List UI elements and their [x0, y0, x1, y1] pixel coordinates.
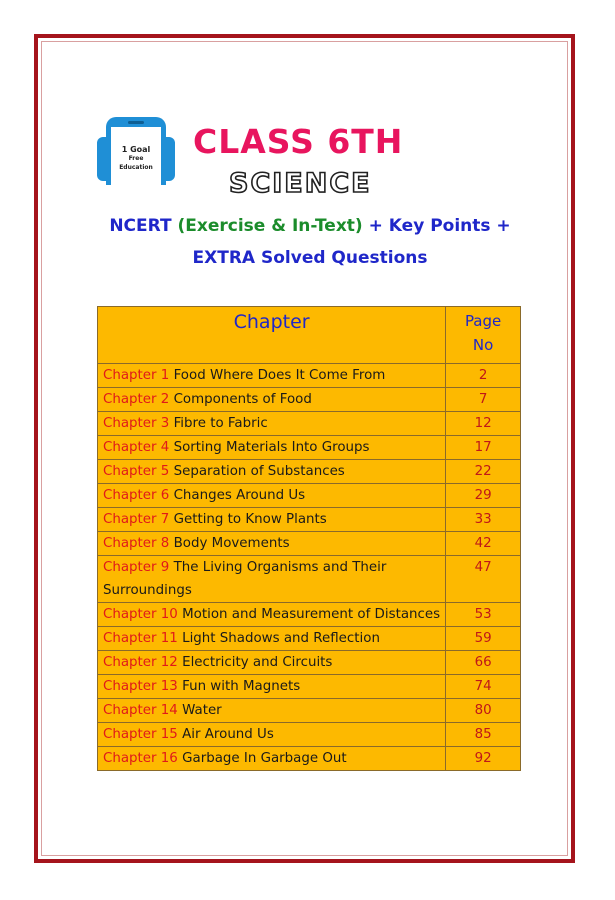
- table-row: [98, 651, 521, 675]
- logo-line-2: Free: [128, 155, 144, 162]
- chapter-cell: [98, 364, 446, 388]
- page-number: 17: [446, 436, 521, 460]
- chapter-number: Chapter 14: [103, 703, 178, 718]
- chapter-cell: [98, 699, 446, 723]
- chapter-number: Chapter 16: [103, 751, 178, 766]
- page-number: 33: [446, 508, 521, 532]
- chapter-name: Food Where Does It Come From: [173, 368, 386, 383]
- page-number: 92: [446, 747, 521, 771]
- chapter-name: Separation of Substances: [173, 464, 345, 479]
- page-number: 22: [446, 460, 521, 484]
- page-number: 59: [446, 627, 521, 651]
- chapter-name: Components of Food: [173, 392, 312, 407]
- chapter-cell: [98, 412, 446, 436]
- chapter-cell: [98, 747, 446, 771]
- chapter-number: Chapter 1: [103, 368, 170, 383]
- chapter-name: Fun with Magnets: [182, 679, 301, 694]
- chapter-name: Changes Around Us: [173, 488, 306, 503]
- subtitle-line-2: EXTRA Solved Questions: [192, 248, 428, 268]
- table-header-row: [98, 307, 521, 364]
- page-number: 53: [446, 603, 521, 627]
- logo: [95, 117, 177, 185]
- chapter-number: Chapter 12: [103, 655, 178, 670]
- class-title: CLASS 6TH: [193, 122, 404, 161]
- table-row: [98, 460, 521, 484]
- page-number: 85: [446, 723, 521, 747]
- chapter-cell: [98, 460, 446, 484]
- table-row: [98, 747, 521, 771]
- table-row: [98, 675, 521, 699]
- chapter-name: Water: [182, 703, 222, 718]
- table-body: [98, 364, 521, 771]
- table-row: [98, 627, 521, 651]
- contents-table: [97, 306, 521, 771]
- chapter-cell: [98, 627, 446, 651]
- logo-line-3: Education: [119, 164, 153, 171]
- table-row: [98, 532, 521, 556]
- header-page-line-1: Page: [464, 312, 502, 330]
- chapter-name: Sorting Materials Into Groups: [173, 440, 370, 455]
- table-row: [98, 484, 521, 508]
- chapter-number: Chapter 6: [103, 488, 170, 503]
- chapter-cell: [98, 436, 446, 460]
- table-row: [98, 508, 521, 532]
- chapter-cell: [98, 723, 446, 747]
- table-row: [98, 556, 521, 603]
- page-number: 47: [446, 556, 521, 603]
- table-row: [98, 388, 521, 412]
- page-number: 80: [446, 699, 521, 723]
- table-row: [98, 364, 521, 388]
- subject-title: SCIENCE: [229, 168, 372, 199]
- page-number: 29: [446, 484, 521, 508]
- chapter-cell: [98, 603, 446, 627]
- logo-text: [111, 145, 161, 172]
- chapter-number: Chapter 9: [103, 560, 170, 575]
- chapter-name: Electricity and Circuits: [182, 655, 333, 670]
- subtitle-line-1: [100, 216, 520, 236]
- header-page-no: [446, 307, 521, 364]
- subtitle-keypoints: + Key Points +: [362, 216, 511, 236]
- chapter-name: Garbage In Garbage Out: [182, 751, 347, 766]
- header-page-line-2: No: [472, 336, 494, 354]
- chapter-cell: [98, 651, 446, 675]
- chapter-number: Chapter 8: [103, 536, 170, 551]
- logo-hand-right: [165, 137, 175, 181]
- phone-icon: [106, 117, 166, 185]
- page-number: 74: [446, 675, 521, 699]
- chapter-name: Air Around Us: [182, 727, 274, 742]
- phone-screen: [111, 127, 161, 185]
- table-row: [98, 723, 521, 747]
- logo-line-1: 1 Goal: [121, 145, 151, 154]
- chapter-cell: [98, 508, 446, 532]
- chapter-name: Body Movements: [173, 536, 290, 551]
- subtitle-exercise: (Exercise & In-Text): [177, 216, 363, 236]
- page-number: 42: [446, 532, 521, 556]
- chapter-name: Fibre to Fabric: [173, 416, 268, 431]
- header-chapter: Chapter: [98, 307, 446, 364]
- chapter-name: The Living Organisms and Their Surroundings: [103, 560, 387, 598]
- chapter-name: Getting to Know Plants: [173, 512, 327, 527]
- chapter-cell: [98, 532, 446, 556]
- chapter-name: Motion and Measurement of Distances: [182, 607, 441, 622]
- chapter-number: Chapter 13: [103, 679, 178, 694]
- page-number: 12: [446, 412, 521, 436]
- chapter-number: Chapter 11: [103, 631, 178, 646]
- chapter-number: Chapter 5: [103, 464, 170, 479]
- table-row: [98, 412, 521, 436]
- chapter-cell: [98, 675, 446, 699]
- table-row: [98, 603, 521, 627]
- chapter-cell: [98, 388, 446, 412]
- chapter-number: Chapter 15: [103, 727, 178, 742]
- phone-speaker: [128, 121, 144, 124]
- table-row: [98, 436, 521, 460]
- chapter-number: Chapter 7: [103, 512, 170, 527]
- chapter-name: Light Shadows and Reflection: [182, 631, 380, 646]
- page-number: 7: [446, 388, 521, 412]
- chapter-number: Chapter 2: [103, 392, 170, 407]
- subtitle-ncert: NCERT: [109, 216, 178, 236]
- chapter-number: Chapter 3: [103, 416, 170, 431]
- chapter-number: Chapter 4: [103, 440, 170, 455]
- chapter-cell: [98, 484, 446, 508]
- chapter-number: Chapter 10: [103, 607, 178, 622]
- page-number: 2: [446, 364, 521, 388]
- table-row: [98, 699, 521, 723]
- page-number: 66: [446, 651, 521, 675]
- chapter-cell: [98, 556, 446, 603]
